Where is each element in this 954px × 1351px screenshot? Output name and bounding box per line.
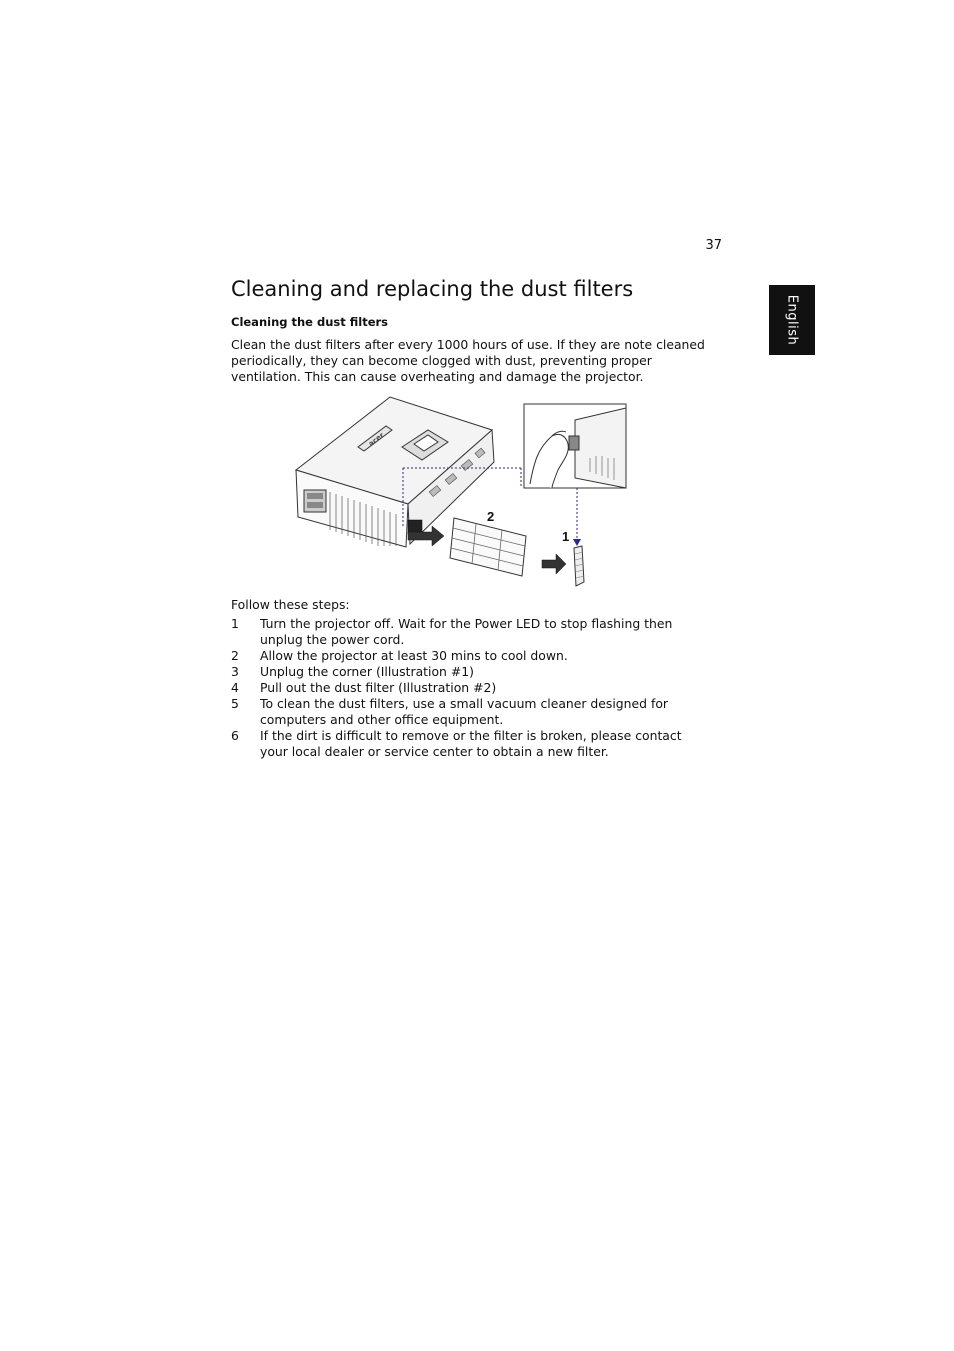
step-number: 3 [231, 664, 239, 679]
intro-paragraph: Clean the dust filters after every 1000 hours of use. If they are note cleaned periodically, they can become clogged with dust, preventing proper ventilation. This can cause overheating and damage the projector. [231, 337, 705, 384]
dust-filter-drawing [450, 518, 526, 576]
projector-logo-text: acer [367, 431, 386, 449]
page-number: 37 [705, 238, 722, 253]
step-number: 1 [231, 616, 239, 631]
list-item [231, 664, 711, 680]
language-tab [769, 285, 815, 355]
list-item [231, 696, 711, 728]
page-title: Cleaning and replacing the dust filters [231, 277, 634, 301]
steps-list [231, 616, 711, 760]
follow-steps-intro: Follow these steps: [231, 597, 350, 612]
step-text: To clean the dust filters, use a small vacuum cleaner designed for computers and other office equipment. [260, 696, 668, 727]
inset-detail [524, 404, 626, 488]
callout-2: 2 [487, 509, 495, 524]
section-subheading: Cleaning the dust filters [231, 315, 389, 329]
step-text: If the dirt is difficult to remove or the filter is broken, please contact your local dealer or service center to obtain a new filter. [260, 728, 682, 759]
step-text: Pull out the dust filter (Illustration #2) [260, 680, 497, 695]
corner-cap-drawing [574, 546, 584, 586]
step-text: Allow the projector at least 30 mins to cool down. [260, 648, 568, 663]
list-item [231, 680, 711, 696]
list-item [231, 616, 711, 648]
list-item [231, 648, 711, 664]
step-number: 6 [231, 728, 239, 743]
callout-1: 1 [562, 529, 570, 544]
step-text: Turn the projector off. Wait for the Power LED to stop flashing then unplug the power cord. [260, 616, 673, 647]
language-tab-label: English [784, 294, 800, 346]
list-item [231, 728, 711, 760]
step-number: 4 [231, 680, 239, 695]
step-number: 5 [231, 696, 239, 711]
corner-arrow [542, 554, 566, 574]
step-number: 2 [231, 648, 239, 663]
dust-filter-illustration [290, 392, 635, 592]
step-text: Unplug the corner (Illustration #1) [260, 664, 474, 679]
